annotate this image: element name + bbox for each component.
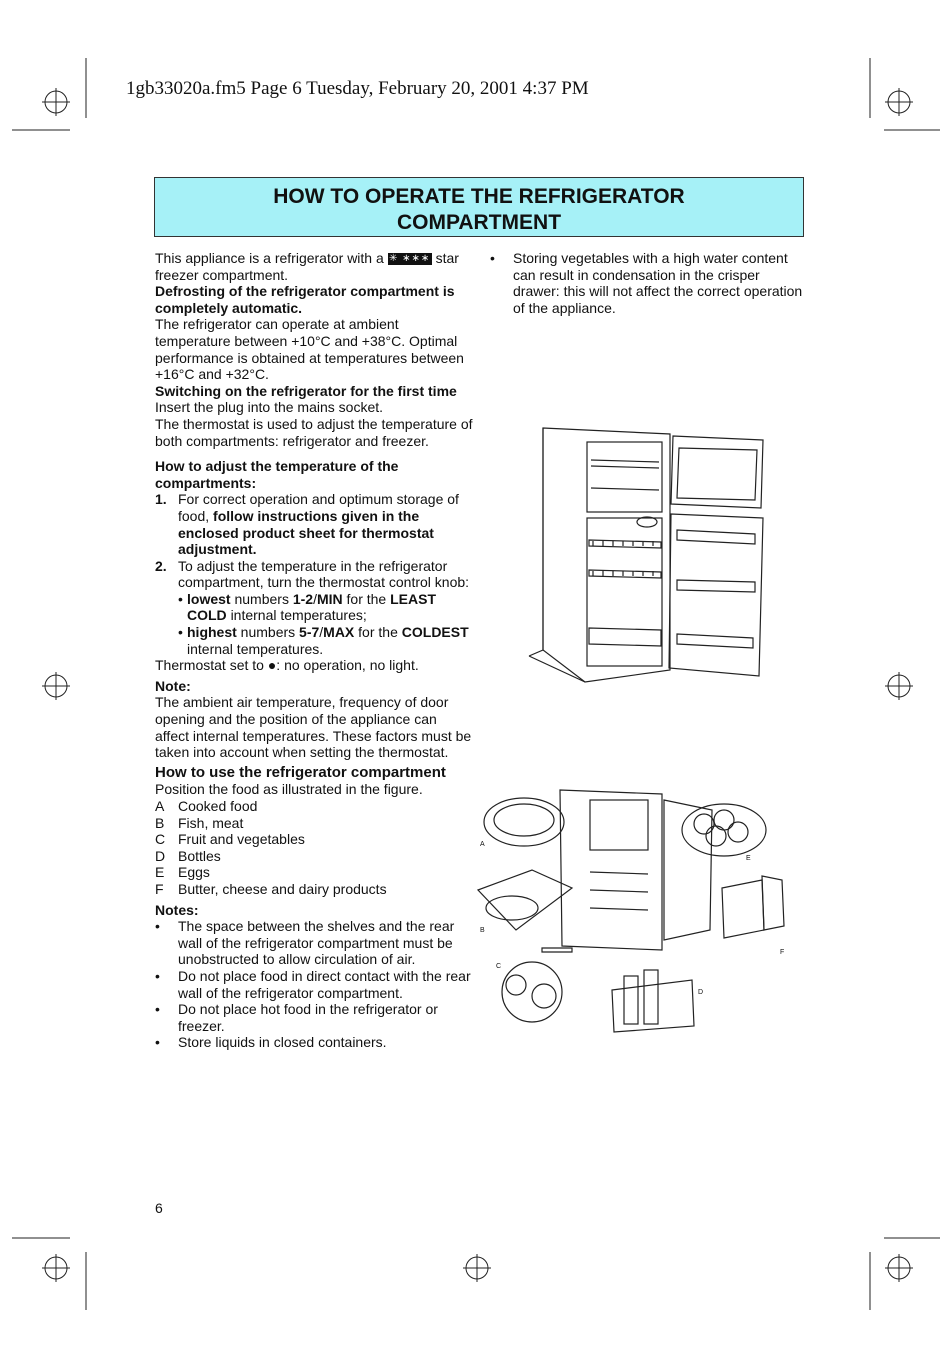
defrost-note: Defrosting of the refrigerator compartment is completely automatic.	[155, 283, 455, 316]
label-F: F	[780, 949, 785, 956]
setting-highest: • highest numbers 5-7/MAX for the COLDEST internal temperatures.	[178, 624, 469, 657]
title-line-2: COMPARTMENT	[396, 211, 562, 234]
thermostat-text: The thermostat is used to adjust the temperature of both compartments: refrigerator and freezer.	[155, 415, 473, 449]
adjust-item-1: 1. For correct operation and optimum storage of food, follow instructions given in the enclosed product sheet for thermostat adjustment.	[155, 491, 459, 558]
left-column	[155, 250, 473, 1051]
refrigerator-open-illustration	[525, 420, 770, 690]
title-line-1: HOW TO OPERATE THE REFRIGERATOR	[273, 185, 685, 208]
food-item: D Bottles	[155, 847, 221, 864]
notes-item: • Do not place hot food in the refrigerator or freezer.	[155, 1001, 438, 1034]
food-list	[155, 798, 473, 898]
label-D: D	[698, 989, 704, 996]
notes-item: • Do not place food in direct contact with the rear wall of the refrigerator compartment.	[155, 967, 471, 1001]
food-placement-illustration	[472, 780, 812, 1035]
label-A: A	[480, 841, 485, 848]
star-rating-icon: ✳ ∗∗∗	[389, 253, 431, 265]
notes-item: • Store liquids in closed containers.	[155, 1034, 387, 1051]
adjust-heading: How to adjust the temperature of the compartments:	[155, 458, 399, 491]
notes-heading: Notes:	[155, 901, 199, 918]
right-column	[490, 250, 805, 316]
switching-heading: Switching on the refrigerator for the first time	[155, 382, 457, 399]
notes-item: • The space between the shelves and the rear wall of the refrigerator compartment must be unobstructed to allow circulation of air.	[155, 918, 455, 968]
file-header: 1gb33020a.fm5 Page 6 Tuesday, February 20, 2001 4:37 PM	[126, 78, 589, 99]
use-intro: Position the food as illustrated in the figure.	[155, 781, 423, 798]
plug-text: Insert the plug into the mains socket.	[155, 399, 384, 416]
food-item: F Butter, cheese and dairy products	[155, 880, 387, 897]
food-item: A Cooked food	[155, 798, 258, 814]
adjust-item-2: 2. To adjust the temperature in the refrigerator compartment, turn the thermostat control knob:	[155, 557, 470, 591]
note-heading: Note:	[155, 677, 191, 694]
page-number: 6	[155, 1200, 163, 1216]
label-B: B	[480, 927, 485, 934]
note-text: The ambient air temperature, frequency of door opening and the position of the appliance can affect internal temperatures. These factors must be taken into account when setting the thermostat.	[155, 694, 472, 761]
label-C: C	[496, 963, 502, 970]
intro-paragraph: This appliance is a refrigerator with a ✳ ∗∗∗ star freezer compartment.	[155, 250, 459, 283]
ambient-text: The refrigerator can operate at ambient temperature between +10°C and +38°C. Optimal performance is obtained at temperatures between +16°C and +32°C.	[155, 316, 464, 383]
condensation-note: • Storing vegetables with a high water content can result in condensation in the crisper drawer: this will not affect the correct operation of the appliance.	[490, 250, 803, 316]
section-title-box	[154, 177, 804, 237]
food-item: B Fish, meat	[155, 814, 244, 831]
food-item: E Eggs	[155, 864, 210, 881]
thermostat-off-text: Thermostat set to ●: no operation, no light.	[155, 657, 419, 674]
use-heading: How to use the refrigerator compartment	[155, 763, 446, 781]
food-item: C Fruit and vegetables	[155, 831, 305, 848]
setting-lowest: • lowest numbers 1-2/MIN for the LEAST COLD internal temperatures;	[178, 590, 436, 624]
off-dot-icon: ●	[267, 657, 277, 674]
label-E: E	[746, 855, 751, 862]
knob-settings	[155, 591, 473, 657]
